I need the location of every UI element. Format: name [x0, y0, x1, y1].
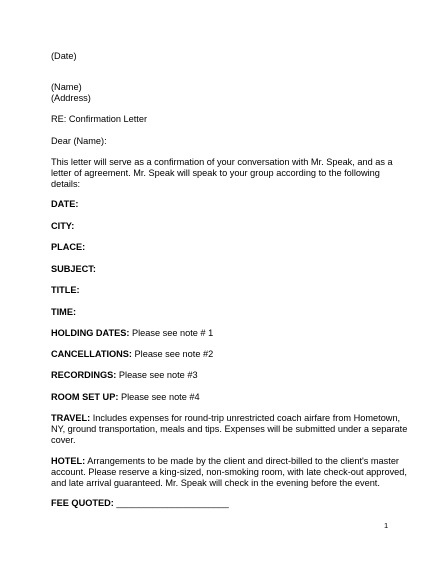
field-room-setup — [51, 392, 200, 403]
field-holding-dates — [51, 328, 213, 339]
field-title-label: TITLE: — [51, 285, 80, 295]
re-line: RE: Confirmation Letter — [51, 114, 147, 124]
travel-text-1: Includes expenses for round-trip unrestricted coach airfare from Hometown, — [90, 413, 401, 423]
field-subject-label: SUBJECT: — [51, 264, 96, 274]
page-number: 1 — [384, 521, 389, 530]
travel-line-1 — [51, 413, 400, 424]
cancellations-label: CANCELLATIONS: — [51, 349, 132, 359]
holding-dates-value: Please see note # 1 — [129, 328, 214, 338]
travel-label: TRAVEL: — [51, 413, 91, 423]
recordings-value: Please see note #3 — [116, 370, 198, 380]
hotel-label: HOTEL: — [51, 456, 86, 466]
hotel-text-1: Arrangements to be made by the client and direct-billed to the client's master — [85, 456, 399, 466]
recipient-address: (Address) — [51, 93, 91, 103]
travel-line-2: NY, ground transportation, meals and tips. Expenses will be submitted under a separate — [51, 424, 408, 434]
room-setup-label: ROOM SET UP: — [51, 392, 119, 402]
room-setup-value: Please see note #4 — [118, 392, 200, 402]
hotel-line-1 — [51, 456, 399, 467]
field-date-label: DATE: — [51, 199, 79, 209]
field-place-label: PLACE: — [51, 242, 86, 252]
travel-line-3: cover. — [51, 435, 76, 445]
intro-line-1: This letter will serve as a confirmation of your conversation with Mr. Speak, and as a — [51, 157, 393, 167]
hotel-line-3: and late arrival guaranteed. Mr. Speak will check in the evening before the event. — [51, 478, 380, 488]
recipient-name: (Name) — [51, 82, 82, 92]
salutation: Dear (Name): — [51, 136, 107, 146]
fee-label: FEE QUOTED: — [51, 498, 114, 508]
intro-line-3: details: — [51, 179, 81, 189]
intro-line-2: letter of agreement. Mr. Speak will speak to your group according to the following — [51, 168, 380, 178]
hotel-line-2: account. Please reserve a king-sized, non-smoking room, with late check-out approved, — [51, 467, 407, 477]
field-cancellations — [51, 349, 213, 360]
fee-blank: ______________________ — [113, 498, 229, 508]
field-recordings — [51, 370, 198, 381]
field-city-label: CITY: — [51, 221, 75, 231]
fee-quoted — [51, 498, 229, 509]
cancellations-value: Please see note #2 — [131, 349, 214, 359]
date-placeholder: (Date) — [51, 51, 77, 61]
recordings-label: RECORDINGS: — [51, 370, 117, 380]
holding-dates-label: HOLDING DATES: — [51, 328, 130, 338]
field-time-label: TIME: — [51, 307, 77, 317]
